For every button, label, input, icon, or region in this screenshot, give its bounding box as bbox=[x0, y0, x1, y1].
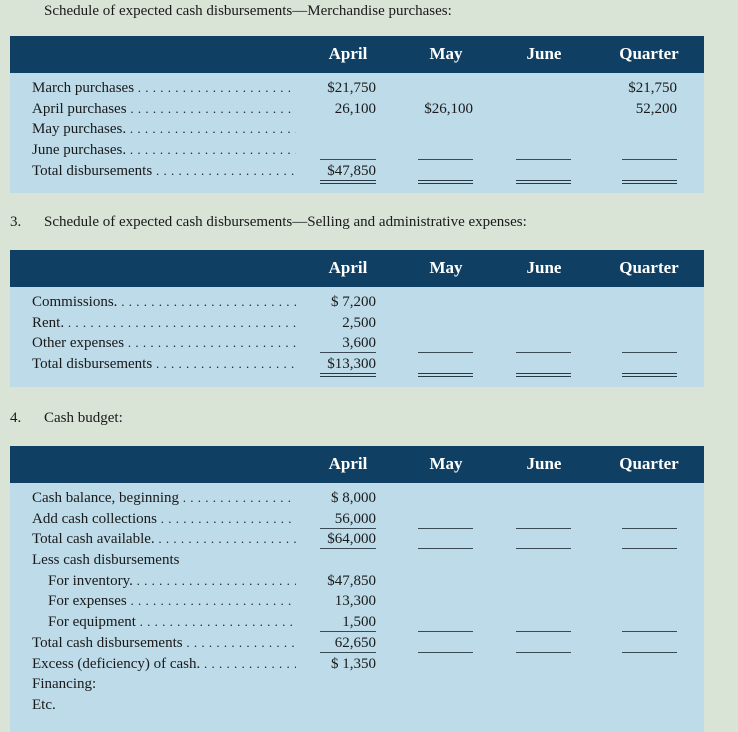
cell-quarter bbox=[622, 654, 677, 673]
cell-april: $ 1,350 bbox=[331, 655, 376, 672]
cell-june bbox=[516, 161, 571, 184]
cell-june bbox=[516, 591, 571, 610]
cell-quarter bbox=[622, 313, 677, 332]
table-row bbox=[10, 292, 704, 313]
table-row bbox=[10, 509, 704, 530]
table-header bbox=[10, 250, 704, 287]
row-label: Rent. . . . bbox=[32, 313, 296, 333]
section-title: Schedule of expected cash disbursements—Merchandise purchases: bbox=[44, 3, 452, 19]
cell-quarter bbox=[622, 529, 677, 549]
row-label: Total cash disbursements . . . bbox=[32, 633, 296, 653]
table-row bbox=[10, 591, 704, 612]
row-label: For inventory. . . . bbox=[48, 571, 296, 591]
cell-june bbox=[516, 99, 571, 118]
column-header-quarter: Quarter bbox=[619, 44, 679, 63]
row-label: April purchases . . . bbox=[32, 99, 296, 119]
cell-april: 26,100 bbox=[334, 100, 376, 117]
cell-may bbox=[418, 571, 473, 590]
cell-may bbox=[418, 333, 473, 353]
column-header-may: May bbox=[429, 258, 463, 277]
cell-june bbox=[516, 633, 571, 653]
table-row bbox=[10, 161, 704, 182]
cell-quarter: 52,200 bbox=[635, 100, 677, 117]
table-row bbox=[10, 674, 704, 695]
cell-may bbox=[418, 550, 473, 569]
cell-may: $26,100 bbox=[424, 100, 473, 117]
section-title: Cash budget: bbox=[44, 410, 123, 426]
cell-june bbox=[516, 354, 571, 377]
schedule-table bbox=[10, 250, 704, 387]
row-label: For equipment . . . bbox=[48, 612, 296, 632]
cell-june bbox=[516, 292, 571, 311]
cell-quarter bbox=[622, 550, 677, 569]
cell-quarter bbox=[622, 633, 677, 653]
cell-may bbox=[418, 161, 473, 184]
cell-may bbox=[418, 612, 473, 632]
column-header-june: June bbox=[526, 44, 562, 63]
column-header-april: April bbox=[328, 258, 368, 277]
cell-june bbox=[516, 529, 571, 549]
table-row bbox=[10, 119, 704, 140]
cell-april bbox=[320, 674, 376, 693]
cell-may bbox=[418, 633, 473, 653]
row-label: Etc. bbox=[32, 696, 56, 713]
cell-april: 56,000 bbox=[320, 509, 376, 529]
table-row bbox=[10, 78, 704, 99]
table-row bbox=[10, 488, 704, 509]
column-header-may: May bbox=[429, 454, 463, 473]
cell-quarter bbox=[622, 292, 677, 311]
table-body bbox=[10, 73, 704, 193]
cell-quarter bbox=[622, 333, 677, 353]
cell-june bbox=[516, 654, 571, 673]
table-row bbox=[10, 354, 704, 375]
cell-may bbox=[418, 674, 473, 693]
cell-may bbox=[418, 654, 473, 673]
cell-may bbox=[418, 140, 473, 160]
table-row bbox=[10, 695, 704, 716]
table-row bbox=[10, 333, 704, 354]
table-row bbox=[10, 550, 704, 571]
cell-quarter: $21,750 bbox=[628, 80, 677, 96]
cell-april: 13,300 bbox=[334, 593, 376, 610]
cell-april: 62,650 bbox=[320, 633, 376, 653]
table-row bbox=[10, 99, 704, 120]
row-label: Total disbursements . . . bbox=[32, 354, 296, 374]
cell-may bbox=[418, 488, 473, 507]
cell-quarter bbox=[622, 695, 677, 714]
cell-june bbox=[516, 612, 571, 632]
row-label: Total disbursements . . . bbox=[32, 161, 296, 181]
section-title: Schedule of expected cash disbursements—Selling and administrative expenses: bbox=[44, 214, 527, 230]
table-header bbox=[10, 36, 704, 73]
row-label: Less cash disbursements bbox=[32, 552, 180, 569]
table-row bbox=[10, 571, 704, 592]
table-row bbox=[10, 612, 704, 633]
cell-april: $47,850 bbox=[320, 161, 376, 184]
row-label: Commissions. . . . bbox=[32, 292, 296, 312]
cell-may bbox=[418, 78, 473, 97]
column-header-june: June bbox=[526, 454, 562, 473]
cell-april: 2,500 bbox=[342, 314, 376, 331]
cell-april bbox=[320, 695, 376, 714]
section-number: 4. bbox=[10, 410, 22, 426]
cell-quarter bbox=[622, 509, 677, 529]
table-row bbox=[10, 140, 704, 161]
column-header-quarter: Quarter bbox=[619, 258, 679, 277]
cell-april bbox=[320, 550, 376, 569]
table-body bbox=[10, 287, 704, 387]
cell-may bbox=[418, 119, 473, 138]
cell-quarter bbox=[622, 591, 677, 610]
row-label: Add cash collections . . . bbox=[32, 509, 296, 529]
cell-quarter bbox=[622, 612, 677, 632]
column-header-june: June bbox=[526, 258, 562, 277]
table-header bbox=[10, 446, 704, 483]
cell-may bbox=[418, 292, 473, 311]
column-header-april: April bbox=[328, 44, 368, 63]
row-label: Total cash available. . . . bbox=[32, 529, 296, 549]
cell-may bbox=[418, 529, 473, 549]
cell-quarter bbox=[622, 354, 677, 377]
cell-quarter bbox=[622, 571, 677, 590]
table-body bbox=[10, 483, 704, 732]
section-heading bbox=[10, 214, 527, 231]
cell-quarter bbox=[622, 674, 677, 693]
cell-may bbox=[418, 354, 473, 377]
column-header-may: May bbox=[429, 44, 463, 63]
cell-may bbox=[418, 313, 473, 332]
cell-june bbox=[516, 119, 571, 138]
cell-april bbox=[320, 119, 376, 138]
schedule-table bbox=[10, 446, 704, 732]
cell-may bbox=[418, 509, 473, 529]
cell-april bbox=[320, 140, 376, 160]
schedule-table bbox=[10, 36, 704, 193]
row-label: Financing: bbox=[32, 676, 97, 693]
cell-may bbox=[418, 591, 473, 610]
cell-june bbox=[516, 78, 571, 97]
cell-april: $21,750 bbox=[327, 80, 376, 96]
cell-april: $13,300 bbox=[320, 354, 376, 377]
row-label: March purchases . . . bbox=[32, 78, 296, 98]
table-row bbox=[10, 313, 704, 334]
section-heading bbox=[44, 3, 452, 20]
cell-april: $64,000 bbox=[320, 529, 376, 549]
cell-quarter bbox=[622, 488, 677, 507]
cell-june bbox=[516, 674, 571, 693]
table-row bbox=[10, 529, 704, 550]
table-bottom-padding bbox=[10, 716, 704, 732]
cell-quarter bbox=[622, 140, 677, 160]
cell-june bbox=[516, 333, 571, 353]
column-header-quarter: Quarter bbox=[619, 454, 679, 473]
cell-april: 3,600 bbox=[320, 333, 376, 353]
cell-april: $ 8,000 bbox=[331, 490, 376, 506]
row-label: Other expenses . . . bbox=[32, 333, 296, 353]
cell-june bbox=[516, 140, 571, 160]
cell-may bbox=[418, 695, 473, 714]
cell-june bbox=[516, 488, 571, 507]
section-heading bbox=[10, 410, 123, 427]
cell-quarter bbox=[622, 161, 677, 184]
row-label: June purchases. . . . bbox=[32, 140, 296, 160]
cell-june bbox=[516, 695, 571, 714]
cell-june bbox=[516, 550, 571, 569]
cell-june bbox=[516, 313, 571, 332]
column-header-april: April bbox=[328, 454, 368, 473]
table-row bbox=[10, 633, 704, 654]
row-label: Cash balance, beginning . . . bbox=[32, 488, 296, 508]
row-label: May purchases. . . . bbox=[32, 119, 296, 139]
row-label: For expenses . . . bbox=[48, 591, 296, 611]
cell-april: 1,500 bbox=[320, 612, 376, 632]
cell-june bbox=[516, 509, 571, 529]
cell-june bbox=[516, 571, 571, 590]
section-number: 3. bbox=[10, 214, 22, 230]
cell-april: $47,850 bbox=[327, 572, 376, 589]
row-label: Excess (deficiency) of cash. . . . bbox=[32, 654, 296, 674]
table-row bbox=[10, 654, 704, 675]
cell-quarter bbox=[622, 119, 677, 138]
cell-april: $ 7,200 bbox=[331, 294, 376, 310]
